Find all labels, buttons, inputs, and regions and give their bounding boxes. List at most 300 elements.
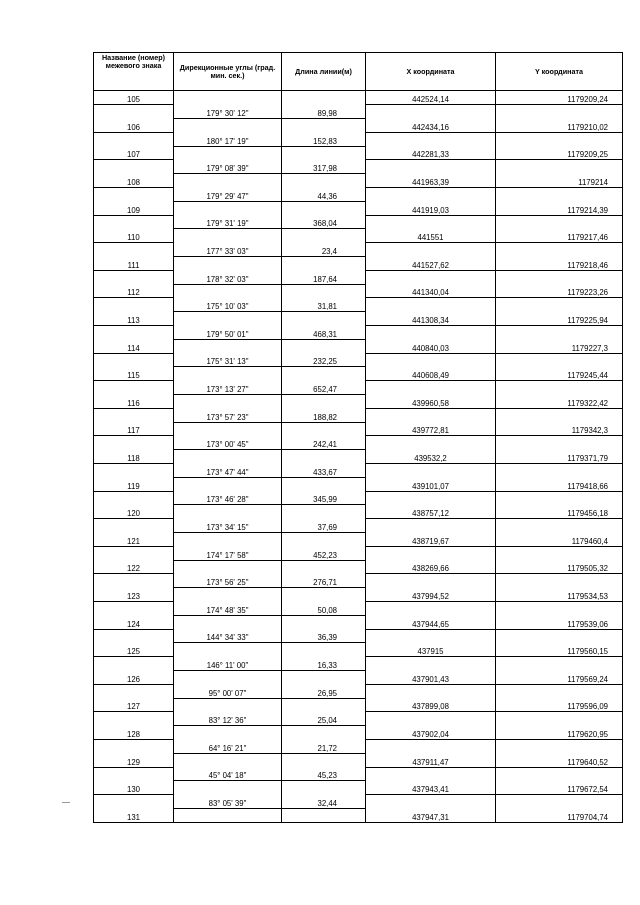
marker-name-cell: 112 [94,284,174,298]
direction-angle-cell: 173° 47' 44" [174,464,282,478]
marker-name-cell-empty [94,795,174,809]
line-length-cell: 433,67 [282,464,366,478]
y-coordinate-cell-empty [496,739,623,753]
y-coordinate-cell-empty [496,546,623,560]
x-coordinate-cell: 437994,52 [366,588,496,602]
y-coordinate-cell: 1179322,42 [496,395,623,409]
marker-name-cell-empty [94,546,174,560]
x-coordinate-cell: 437944,65 [366,615,496,629]
line-length-cell: 37,69 [282,519,366,533]
length-cell-empty [282,477,366,491]
y-coordinate-cell: 1179245,44 [496,367,623,381]
y-coordinate-cell: 1179620,95 [496,726,623,740]
marker-name-cell-empty [94,105,174,119]
table-row-point [94,284,623,298]
y-coordinate-cell-empty [496,270,623,284]
x-coordinate-cell-empty [366,298,496,312]
x-coordinate-cell: 439960,58 [366,395,496,409]
angle-cell-empty [174,753,282,767]
marker-name-cell-empty [94,712,174,726]
y-coordinate-cell-empty [496,326,623,340]
table-row-segment [94,353,623,367]
y-coordinate-cell: 1179672,54 [496,781,623,795]
x-coordinate-cell: 440840,03 [366,339,496,353]
marker-name-cell: 127 [94,698,174,712]
marker-name-cell: 114 [94,339,174,353]
angle-cell-empty [174,808,282,822]
table-row-segment [94,546,623,560]
marker-name-cell-empty [94,767,174,781]
marker-name-cell-empty [94,326,174,340]
angle-cell-empty [174,781,282,795]
y-coordinate-cell-empty [496,464,623,478]
table-row-point [94,146,623,160]
x-coordinate-cell-empty [366,601,496,615]
x-coordinate-cell-empty [366,381,496,395]
length-cell-empty [282,422,366,436]
angle-cell-empty [174,119,282,133]
direction-angle-cell: 177° 33' 03" [174,243,282,257]
length-cell-empty [282,91,366,105]
x-coordinate-cell: 437947,31 [366,808,496,822]
table-row-point [94,91,623,105]
angle-cell-empty [174,533,282,547]
line-length-cell: 468,31 [282,326,366,340]
table-row-point [94,229,623,243]
x-coordinate-cell: 442281,33 [366,146,496,160]
angle-cell-empty [174,505,282,519]
angle-cell-empty [174,229,282,243]
direction-angle-cell: 95° 00' 07" [174,684,282,698]
line-length-cell: 25,04 [282,712,366,726]
length-cell-empty [282,229,366,243]
marker-name-cell-empty [94,381,174,395]
table-row-point [94,781,623,795]
line-length-cell: 45,23 [282,767,366,781]
line-length-cell: 276,71 [282,574,366,588]
y-coordinate-cell: 1179569,24 [496,670,623,684]
table-row-segment [94,574,623,588]
x-coordinate-cell: 438719,67 [366,533,496,547]
length-cell-empty [282,119,366,133]
marker-name-cell: 129 [94,753,174,767]
table-body [94,91,623,823]
line-length-cell: 31,81 [282,298,366,312]
x-coordinate-cell: 437915 [366,643,496,657]
marker-name-cell-empty [94,436,174,450]
x-coordinate-cell-empty [366,574,496,588]
x-coordinate-cell-empty [366,629,496,643]
y-coordinate-cell-empty [496,105,623,119]
marker-name-cell: 126 [94,670,174,684]
length-cell-empty [282,367,366,381]
length-cell-empty [282,201,366,215]
line-length-cell: 232,25 [282,353,366,367]
length-cell-empty [282,533,366,547]
x-coordinate-cell: 439101,07 [366,477,496,491]
y-coordinate-cell-empty [496,408,623,422]
table-row-segment [94,739,623,753]
table-row-point [94,588,623,602]
x-coordinate-cell: 438269,66 [366,560,496,574]
y-coordinate-cell-empty [496,215,623,229]
x-coordinate-cell-empty [366,519,496,533]
y-coordinate-cell: 1179214 [496,174,623,188]
angle-cell-empty [174,339,282,353]
line-length-cell: 317,98 [282,160,366,174]
length-cell-empty [282,395,366,409]
table-row-segment [94,795,623,809]
marker-name-cell: 111 [94,257,174,271]
y-coordinate-cell-empty [496,657,623,671]
x-coordinate-cell-empty [366,215,496,229]
marker-name-cell: 131 [94,808,174,822]
y-coordinate-cell-empty [496,381,623,395]
line-length-cell: 652,47 [282,381,366,395]
header-x-coordinate: X координата [366,53,496,91]
table-row-segment [94,408,623,422]
angle-cell-empty [174,477,282,491]
x-coordinate-cell-empty [366,270,496,284]
y-coordinate-cell: 1179342,3 [496,422,623,436]
table-row-point [94,643,623,657]
y-coordinate-cell: 1179218,46 [496,257,623,271]
table-row-point [94,312,623,326]
length-cell-empty [282,726,366,740]
length-cell-empty [282,588,366,602]
table-row-point [94,450,623,464]
stray-mark [62,802,70,803]
marker-name-cell-empty [94,657,174,671]
marker-name-cell: 117 [94,422,174,436]
line-length-cell: 152,83 [282,132,366,146]
marker-name-cell: 121 [94,533,174,547]
x-coordinate-cell: 441527,62 [366,257,496,271]
table-row-segment [94,326,623,340]
line-length-cell: 32,44 [282,795,366,809]
table-row-segment [94,105,623,119]
marker-name-cell: 110 [94,229,174,243]
length-cell-empty [282,615,366,629]
direction-angle-cell: 174° 17' 58" [174,546,282,560]
header-direction-angle: Дирекционные углы (град. мин. сек.) [174,53,282,91]
marker-name-cell-empty [94,684,174,698]
marker-name-cell: 123 [94,588,174,602]
y-coordinate-cell: 1179371,79 [496,450,623,464]
length-cell-empty [282,698,366,712]
direction-angle-cell: 173° 57' 23" [174,408,282,422]
table-row-point [94,698,623,712]
x-coordinate-cell-empty [366,684,496,698]
x-coordinate-cell-empty [366,491,496,505]
table-row-segment [94,657,623,671]
table-row-segment [94,436,623,450]
table-row-segment [94,298,623,312]
direction-angle-cell: 179° 29' 47" [174,188,282,202]
marker-name-cell: 105 [94,91,174,105]
header-y-coordinate: Y координата [496,53,623,91]
marker-name-cell-empty [94,188,174,202]
line-length-cell: 36,39 [282,629,366,643]
table-row-point [94,505,623,519]
y-coordinate-cell: 1179456,18 [496,505,623,519]
direction-angle-cell: 179° 50' 01" [174,326,282,340]
angle-cell-empty [174,560,282,574]
direction-angle-cell: 83° 12' 36" [174,712,282,726]
marker-name-cell-empty [94,574,174,588]
y-coordinate-cell: 1179225,94 [496,312,623,326]
length-cell-empty [282,174,366,188]
y-coordinate-cell-empty [496,298,623,312]
x-coordinate-cell-empty [366,188,496,202]
marker-name-cell: 118 [94,450,174,464]
angle-cell-empty [174,615,282,629]
marker-name-cell: 106 [94,119,174,133]
x-coordinate-cell-empty [366,657,496,671]
y-coordinate-cell-empty [496,491,623,505]
x-coordinate-cell-empty [366,712,496,726]
x-coordinate-cell-empty [366,326,496,340]
y-coordinate-cell-empty [496,629,623,643]
table-row-point [94,726,623,740]
table-row-segment [94,629,623,643]
y-coordinate-cell-empty [496,188,623,202]
table-row-point [94,201,623,215]
x-coordinate-cell: 440608,49 [366,367,496,381]
direction-angle-cell: 144° 34' 33" [174,629,282,643]
line-length-cell: 188,82 [282,408,366,422]
table-row-segment [94,684,623,698]
y-coordinate-cell: 1179560,15 [496,643,623,657]
angle-cell-empty [174,726,282,740]
y-coordinate-cell: 1179227,3 [496,339,623,353]
y-coordinate-cell-empty [496,601,623,615]
table-row-segment [94,132,623,146]
header-line-length: Длина линии(м) [282,53,366,91]
angle-cell-empty [174,201,282,215]
line-length-cell: 452,23 [282,546,366,560]
direction-angle-cell: 174° 48' 35" [174,601,282,615]
line-length-cell: 368,04 [282,215,366,229]
marker-name-cell-empty [94,132,174,146]
x-coordinate-cell: 441963,39 [366,174,496,188]
length-cell-empty [282,753,366,767]
table-row-segment [94,270,623,284]
marker-name-cell-empty [94,215,174,229]
coordinates-sheet [93,52,622,823]
line-length-cell: 345,99 [282,491,366,505]
x-coordinate-cell: 441919,03 [366,201,496,215]
marker-name-cell-empty [94,353,174,367]
direction-angle-cell: 175° 10' 03" [174,298,282,312]
marker-name-cell: 113 [94,312,174,326]
marker-name-cell: 125 [94,643,174,657]
direction-angle-cell: 146° 11' 00" [174,657,282,671]
y-coordinate-cell: 1179640,52 [496,753,623,767]
y-coordinate-cell-empty [496,353,623,367]
table-row-point [94,367,623,381]
y-coordinate-cell: 1179209,24 [496,91,623,105]
marker-name-cell: 119 [94,477,174,491]
x-coordinate-cell-empty [366,436,496,450]
y-coordinate-cell: 1179596,09 [496,698,623,712]
x-coordinate-cell-empty [366,243,496,257]
x-coordinate-cell: 439532,2 [366,450,496,464]
y-coordinate-cell-empty [496,160,623,174]
table-row-point [94,560,623,574]
boundary-coordinates-table [93,52,623,823]
x-coordinate-cell-empty [366,795,496,809]
table-row-segment [94,188,623,202]
x-coordinate-cell: 437911,47 [366,753,496,767]
table-row-point [94,119,623,133]
length-cell-empty [282,257,366,271]
marker-name-cell-empty [94,739,174,753]
y-coordinate-cell: 1179539,06 [496,615,623,629]
y-coordinate-cell: 1179214,39 [496,201,623,215]
y-coordinate-cell: 1179217,46 [496,229,623,243]
table-row-point [94,339,623,353]
marker-name-cell-empty [94,519,174,533]
table-row-point [94,477,623,491]
line-length-cell: 50,08 [282,601,366,615]
direction-angle-cell: 173° 34' 15" [174,519,282,533]
length-cell-empty [282,312,366,326]
length-cell-empty [282,808,366,822]
length-cell-empty [282,670,366,684]
x-coordinate-cell: 438757,12 [366,505,496,519]
marker-name-cell-empty [94,491,174,505]
angle-cell-empty [174,588,282,602]
x-coordinate-cell-empty [366,739,496,753]
marker-name-cell-empty [94,160,174,174]
table-row-point [94,670,623,684]
line-length-cell: 23,4 [282,243,366,257]
x-coordinate-cell-empty [366,546,496,560]
marker-name-cell: 122 [94,560,174,574]
angle-cell-empty [174,284,282,298]
y-coordinate-cell-empty [496,712,623,726]
table-row-segment [94,601,623,615]
table-row-point [94,422,623,436]
x-coordinate-cell-empty [366,105,496,119]
direction-angle-cell: 178° 32' 03" [174,270,282,284]
length-cell-empty [282,339,366,353]
table-row-segment [94,491,623,505]
table-header-row [94,53,623,91]
y-coordinate-cell-empty [496,519,623,533]
angle-cell-empty [174,91,282,105]
x-coordinate-cell: 442524,14 [366,91,496,105]
length-cell-empty [282,450,366,464]
direction-angle-cell: 179° 31' 19" [174,215,282,229]
direction-angle-cell: 175° 31' 13" [174,353,282,367]
y-coordinate-cell: 1179418,66 [496,477,623,491]
marker-name-cell: 107 [94,146,174,160]
x-coordinate-cell: 441340,04 [366,284,496,298]
y-coordinate-cell-empty [496,243,623,257]
angle-cell-empty [174,643,282,657]
y-coordinate-cell-empty [496,767,623,781]
direction-angle-cell: 179° 08' 39" [174,160,282,174]
header-marker-name: Название (номер) межевого знака [94,53,174,91]
table-row-segment [94,767,623,781]
angle-cell-empty [174,395,282,409]
y-coordinate-cell: 1179704,74 [496,808,623,822]
direction-angle-cell: 173° 13' 27" [174,381,282,395]
y-coordinate-cell: 1179210,02 [496,119,623,133]
angle-cell-empty [174,257,282,271]
x-coordinate-cell-empty [366,353,496,367]
direction-angle-cell: 179° 30' 12" [174,105,282,119]
direction-angle-cell: 173° 56' 25" [174,574,282,588]
length-cell-empty [282,643,366,657]
direction-angle-cell: 64° 16' 21" [174,739,282,753]
marker-name-cell: 124 [94,615,174,629]
y-coordinate-cell: 1179505,32 [496,560,623,574]
line-length-cell: 44,36 [282,188,366,202]
direction-angle-cell: 180° 17' 19" [174,132,282,146]
y-coordinate-cell-empty [496,574,623,588]
x-coordinate-cell: 439772,81 [366,422,496,436]
marker-name-cell: 116 [94,395,174,409]
direction-angle-cell: 83° 05' 39" [174,795,282,809]
x-coordinate-cell-empty [366,160,496,174]
angle-cell-empty [174,312,282,326]
table-row-segment [94,243,623,257]
marker-name-cell-empty [94,270,174,284]
marker-name-cell: 128 [94,726,174,740]
table-row-point [94,615,623,629]
x-coordinate-cell-empty [366,408,496,422]
angle-cell-empty [174,146,282,160]
line-length-cell: 187,64 [282,270,366,284]
line-length-cell: 89,98 [282,105,366,119]
table-row-segment [94,464,623,478]
direction-angle-cell: 173° 00' 45" [174,436,282,450]
marker-name-cell-empty [94,601,174,615]
x-coordinate-cell-empty [366,132,496,146]
marker-name-cell: 115 [94,367,174,381]
y-coordinate-cell: 1179209,25 [496,146,623,160]
table-row-segment [94,519,623,533]
length-cell-empty [282,505,366,519]
angle-cell-empty [174,174,282,188]
angle-cell-empty [174,670,282,684]
angle-cell-empty [174,450,282,464]
length-cell-empty [282,284,366,298]
x-coordinate-cell: 441308,34 [366,312,496,326]
table-row-segment [94,160,623,174]
x-coordinate-cell-empty [366,464,496,478]
marker-name-cell-empty [94,243,174,257]
x-coordinate-cell: 437901,43 [366,670,496,684]
table-row-point [94,533,623,547]
length-cell-empty [282,781,366,795]
marker-name-cell-empty [94,408,174,422]
table-row-point [94,753,623,767]
x-coordinate-cell: 441551 [366,229,496,243]
direction-angle-cell: 173° 46' 28" [174,491,282,505]
marker-name-cell: 120 [94,505,174,519]
y-coordinate-cell-empty [496,795,623,809]
x-coordinate-cell-empty [366,767,496,781]
marker-name-cell: 130 [94,781,174,795]
y-coordinate-cell-empty [496,132,623,146]
y-coordinate-cell: 1179534,53 [496,588,623,602]
line-length-cell: 21,72 [282,739,366,753]
marker-name-cell: 108 [94,174,174,188]
